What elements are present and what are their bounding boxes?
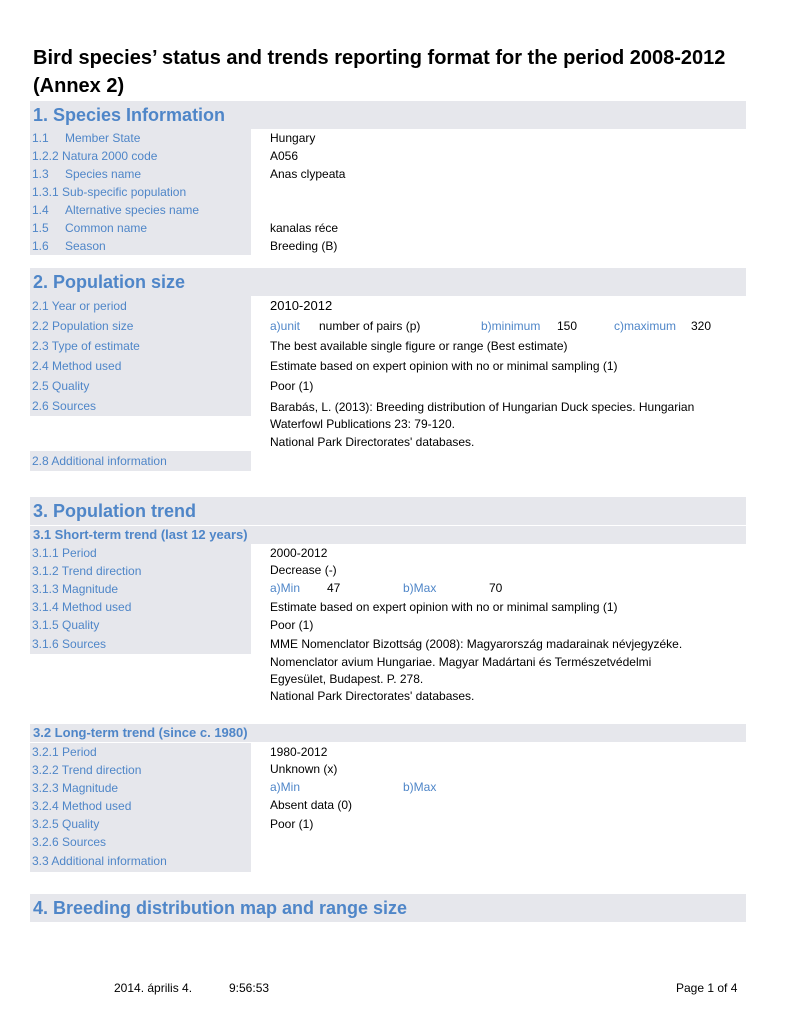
long-method-label: 3.2.4 Method used — [30, 797, 251, 815]
additional-info-label: 2.8 Additional information — [30, 451, 251, 471]
trend-additional-info-label: 3.3 Additional information — [30, 851, 251, 872]
minimum-value: 150 — [557, 319, 578, 333]
short-sources-line-3: Egyesület, Budapest. P. 278. — [270, 672, 424, 686]
section-4-title: 4. Breeding distribution map and range size — [33, 898, 408, 918]
quality-value: Poor (1) — [270, 379, 314, 393]
page-title: Bird species’ status and trends reporting format for the period 2008-2012 (Annex 2) — [33, 47, 726, 97]
species-info-label-natura-code: 1.2.2 Natura 2000 code — [30, 147, 251, 165]
short-direction-label: 3.1.2 Trend direction — [30, 562, 251, 580]
estimate-type-value: The best available single figure or range (Best estimate) — [270, 339, 568, 353]
short-sources-line-1: MME Nomenclator Bizottság (2008): Magyarország madarainak névjegyzéke. — [270, 637, 683, 651]
long-method-value: Absent data (0) — [270, 798, 353, 812]
section-1-title: 1. Species Information — [33, 105, 226, 125]
species-info-label-common-name: 1.5 Common name — [30, 219, 251, 237]
footer-time: 9:56:53 — [229, 981, 270, 995]
short-term-header — [30, 526, 746, 544]
long-max-label: b)Max — [403, 780, 437, 794]
short-method-value: Estimate based on expert opinion with no or minimal sampling (1) — [270, 600, 618, 614]
unit-label: a)unit — [270, 319, 301, 333]
footer-date: 2014. április 4. — [114, 981, 193, 995]
long-period-label: 3.2.1 Period — [30, 743, 251, 761]
short-direction-value: Decrease (-) — [270, 563, 337, 577]
sources-label: 2.6 Sources — [30, 396, 251, 416]
section-4-header — [30, 894, 746, 922]
short-min-value: 47 — [327, 581, 341, 595]
short-sources-line-4: National Park Directorates' databases. — [270, 689, 475, 703]
sources-line-3: National Park Directorates' databases. — [270, 435, 475, 449]
long-period-value: 1980-2012 — [270, 745, 328, 759]
short-term-title: 3.1 Short-term trend (last 12 years) — [33, 527, 248, 542]
section-1-header — [30, 101, 746, 129]
section-3-title: 3. Population trend — [33, 501, 197, 521]
quality-label: 2.5 Quality — [30, 376, 251, 396]
maximum-label: c)maximum — [614, 319, 676, 333]
natura-code-value: A056 — [270, 149, 299, 163]
section-2-header — [30, 268, 746, 296]
population-size-label: 2.2 Population size — [30, 316, 251, 336]
long-term-header — [30, 724, 746, 742]
minimum-label: b)minimum — [481, 319, 541, 333]
long-direction-label: 3.2.2 Trend direction — [30, 761, 251, 779]
short-max-label: b)Max — [403, 581, 437, 595]
short-min-label: a)Min — [270, 581, 301, 595]
species-name-value: Anas clypeata — [270, 167, 346, 181]
long-quality-value: Poor (1) — [270, 817, 314, 831]
long-direction-value: Unknown (x) — [270, 762, 338, 776]
short-quality-value: Poor (1) — [270, 618, 314, 632]
long-min-label: a)Min — [270, 780, 301, 794]
short-max-value: 70 — [489, 581, 503, 595]
long-magnitude-label: 3.2.3 Magnitude — [30, 779, 251, 797]
long-sources-label: 3.2.6 Sources — [30, 833, 251, 851]
year-value: 2010-2012 — [270, 298, 333, 313]
method-value: Estimate based on expert opinion with no or minimal sampling (1) — [270, 359, 618, 373]
short-quality-label: 3.1.5 Quality — [30, 616, 251, 634]
sources-line-2: Waterfowl Publications 23: 79-120. — [270, 417, 455, 431]
short-period-label: 3.1.1 Period — [30, 544, 251, 562]
maximum-value: 320 — [691, 319, 712, 333]
estimate-type-label: 2.3 Type of estimate — [30, 336, 251, 356]
member-state-value: Hungary — [270, 131, 316, 145]
short-method-label: 3.1.4 Method used — [30, 598, 251, 616]
section-2-title: 2. Population size — [33, 272, 186, 292]
long-term-title: 3.2 Long-term trend (since c. 1980) — [33, 725, 248, 740]
species-info-label-member-state: 1.1 Member State — [30, 129, 251, 147]
species-info-label-species-name: 1.3 Species name — [30, 165, 251, 183]
short-magnitude-label: 3.1.3 Magnitude — [30, 580, 251, 598]
short-sources-label: 3.1.6 Sources — [30, 634, 251, 654]
method-label: 2.4 Method used — [30, 356, 251, 376]
sources-line-1: Barabás, L. (2013): Breeding distribution of Hungarian Duck species. Hungarian — [270, 400, 695, 414]
short-period-value: 2000-2012 — [270, 546, 328, 560]
species-info-label-season: 1.6 Season — [30, 237, 251, 255]
species-info-label-alternative: 1.4 Alternative species name — [30, 201, 251, 219]
long-quality-label: 3.2.5 Quality — [30, 815, 251, 833]
species-info-label-subspecific: 1.3.1 Sub-specific population — [30, 183, 251, 201]
short-sources-line-2: Nomenclator avium Hungariae. Magyar Madártani és Természetvédelmi — [270, 655, 652, 669]
footer-page-number: Page 1 of 4 — [676, 981, 738, 995]
section-3-header — [30, 497, 746, 525]
season-value: Breeding (B) — [270, 239, 338, 253]
year-label: 2.1 Year or period — [30, 296, 251, 316]
unit-value: number of pairs (p) — [319, 319, 421, 333]
common-name-value: kanalas réce — [270, 221, 339, 235]
